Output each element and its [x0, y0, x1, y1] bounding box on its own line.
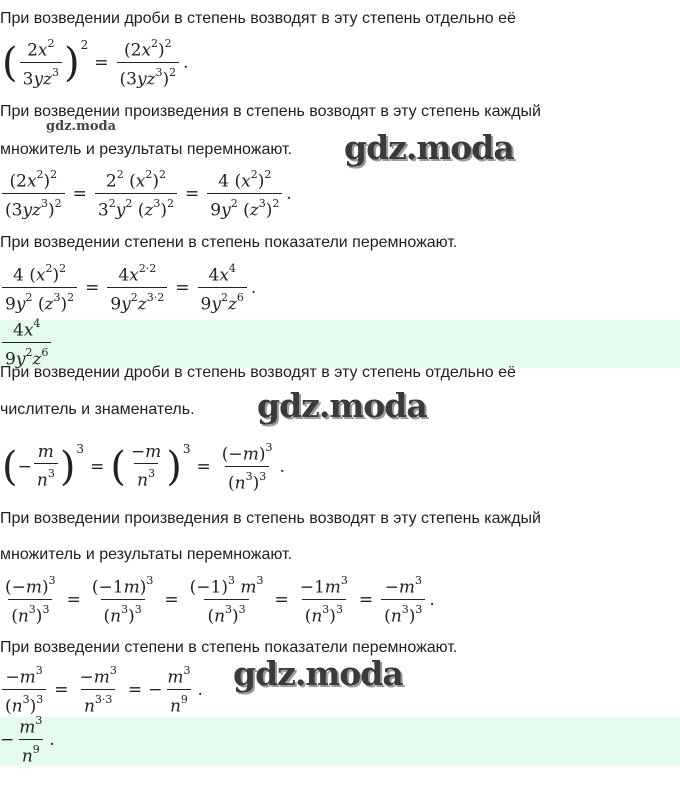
- text-line-4: При возведении степени в степень показатели перемножают.: [0, 234, 458, 251]
- answer-highlight-1: [0, 320, 680, 368]
- watermark-3: gdz.moda: [233, 654, 403, 693]
- formula-2: $\frac{(2x^2)^2}{(3yz^3)^2}$ = $\frac{2^2 (x^2)^2}{3^2y^2 (z^3)^2}$ = $\frac{4 (x^2)^2}{9y^2 (z^3)^2}$ .: [0, 162, 292, 226]
- text-line-1: При возведении дроби в степень возводят в эту степень отдельно её: [0, 10, 516, 27]
- text-line-7: При возведении произведения в степень возводят в эту степень каждый: [0, 510, 541, 527]
- watermark-small: gdz.moda: [46, 119, 117, 134]
- formula-4: ( − $\frac{m}{n^3}$ ) 3 = ( $\frac{-m}{n^3}$ ) 3 = $\frac{(-m)^3}{(n^3)^3}$ .: [2, 441, 285, 494]
- formula-5: $\frac{(-m)^3}{(n^3)^3}$ = $\frac{(-1m)^3}{(n^3)^3}$ = $\frac{(-1)^3 m^3}{(n^3)^3}$ = $\frac{-1m^3}{(n^3)^3}$ = $\frac{-m^3}{(n^3)^3}$ .: [5, 574, 435, 627]
- text-line-2: При возведении произведения в степень возводят в эту степень каждый: [0, 103, 541, 120]
- text-line-8: множитель и результаты перемножают.: [0, 546, 293, 563]
- answer-1: $\frac{4x^4}{9y^2z^6}$: [0, 320, 53, 366]
- watermark-1: gdz.moda: [344, 128, 514, 167]
- text-line-3: множитель и результаты перемножают.: [0, 141, 293, 158]
- answer-highlight-2: [0, 714, 680, 767]
- text-line-9: При возведении степени в степень показатели перемножают.: [0, 639, 458, 656]
- text-line-5: При возведении дроби в степень возводят в эту степень отдельно её: [0, 364, 516, 381]
- watermark-2: gdz.moda: [257, 386, 427, 425]
- formula-1: ( $\frac{2x^2}{3yz^3}$ ) 2 = $\frac{(2x^2)^2}{(3yz^3)^2}$ .: [2, 37, 189, 90]
- answer-2: − $\frac{m^3}{n^9}$ .: [0, 714, 55, 767]
- formula-6: $\frac{-m^3}{(n^3)^3}$ = $\frac{-m^3}{n^{3\cdot 3}}$ = − $\frac{m^3}{n^9}$ .: [0, 660, 203, 720]
- text-line-6: числитель и знаменатель.: [0, 401, 195, 418]
- formula-3: $\frac{4 (x^2)^2}{9y^2 (z^3)^2}$ = $\frac{4x^{2\cdot 2}}{9y^2z^{3\cdot 2}}$ = $\frac{4x^4}{9y^2z^6}$ .: [0, 256, 256, 320]
